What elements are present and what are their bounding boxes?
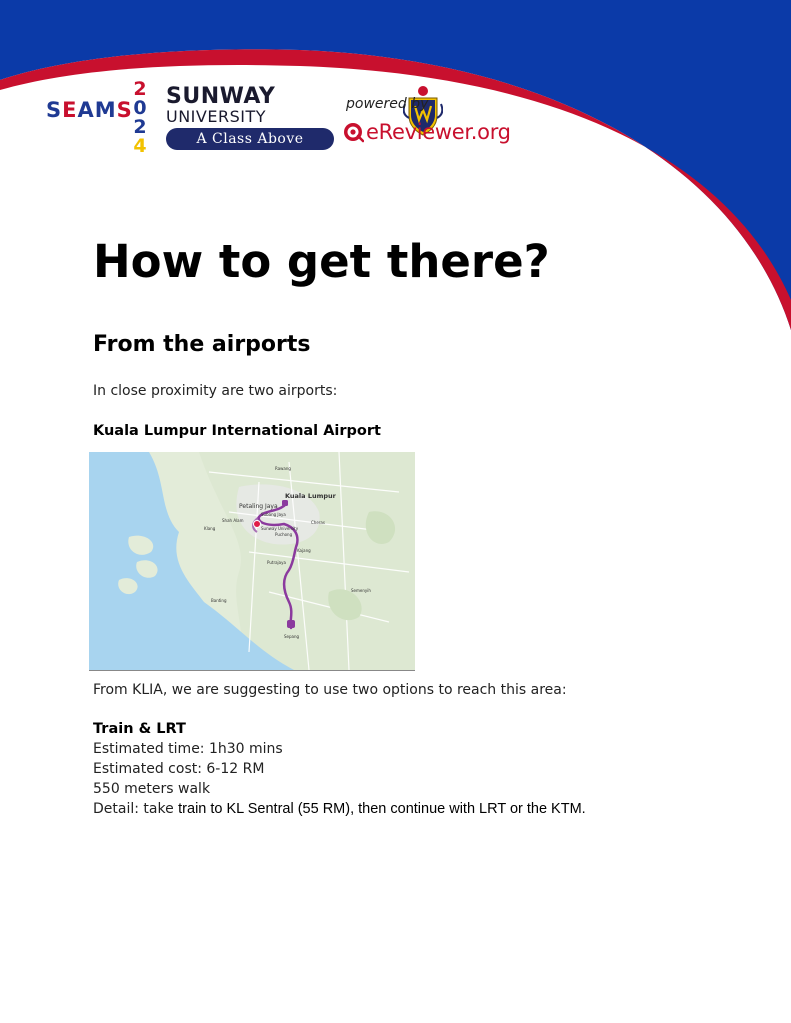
map-label-subang: Subang Jaya (261, 512, 286, 517)
seams-year (130, 80, 150, 156)
map-label-banting: Banting (211, 598, 227, 603)
seams-logo (46, 98, 133, 122)
sunway-tagline (166, 128, 334, 150)
map-label-shah-alam: Shah Alam (222, 518, 244, 523)
walk-distance: 550 meters walk (93, 781, 211, 797)
map-label-pj: Petaling Jaya (239, 503, 278, 510)
route-detail-text: train to KL Sentral (55 RM), then continue with LRT or the KTM. (178, 801, 586, 817)
section-heading: From the airports (93, 332, 311, 357)
year-digit: 4 (133, 135, 147, 157)
powered-by-label: powered by (346, 96, 429, 112)
sunway-name: SUNWAY (166, 84, 276, 109)
map-label-semenyih: Semenyih (351, 588, 371, 593)
map-label-rawang: Rawang (275, 466, 291, 471)
map-label-putrajaya: Putrajaya (267, 560, 286, 565)
ereviewer-logo (342, 118, 511, 146)
seams-letter: E (62, 98, 78, 122)
kl-marker-icon (282, 500, 288, 506)
sunway-logo (166, 84, 336, 147)
route-map (89, 452, 415, 671)
ereviewer-text: eReviewer.org (366, 120, 511, 144)
ereviewer-icon (342, 121, 364, 143)
option-heading: Train & LRT (93, 721, 186, 737)
map-label-kajang: Kajang (297, 548, 311, 553)
seams-letter: A (77, 98, 95, 122)
map-label-cheras: Cheras (311, 520, 325, 525)
seams-letter: S (46, 98, 63, 122)
sunway-tagline-text: A Class Above (196, 131, 304, 147)
route-detail (93, 799, 586, 819)
year-digit: 0 (133, 97, 147, 119)
year-digit: 2 (133, 116, 147, 138)
estimated-time: Estimated time: 1h30 mins (93, 741, 283, 757)
header-swoosh (0, 0, 791, 340)
header-logos (46, 70, 546, 170)
page-title: How to get there? (93, 235, 550, 288)
seams-letter: S (116, 98, 133, 122)
sunway-university: UNIVERSITY (166, 107, 266, 126)
map-label-klang: Klang (204, 526, 216, 531)
destination-marker-icon (254, 521, 261, 528)
seams-letter: M (94, 98, 117, 122)
origin-marker-icon (287, 620, 295, 628)
estimated-cost: Estimated cost: 6-12 RM (93, 761, 265, 777)
year-digit: 2 (133, 78, 147, 100)
map-label-sunway: Sunway University (261, 526, 299, 531)
map-label-puchong: Puchong (275, 532, 293, 537)
options-intro: From KLIA, we are suggesting to use two options to reach this area: (93, 682, 567, 698)
route-detail-prefix: Detail: take (93, 801, 179, 817)
map-label-sepang: Sepang (284, 634, 300, 639)
airport-heading: Kuala Lumpur International Airport (93, 423, 381, 439)
intro-text: In close proximity are two airports: (93, 383, 338, 399)
map-label-kl: Kuala Lumpur (285, 492, 336, 500)
